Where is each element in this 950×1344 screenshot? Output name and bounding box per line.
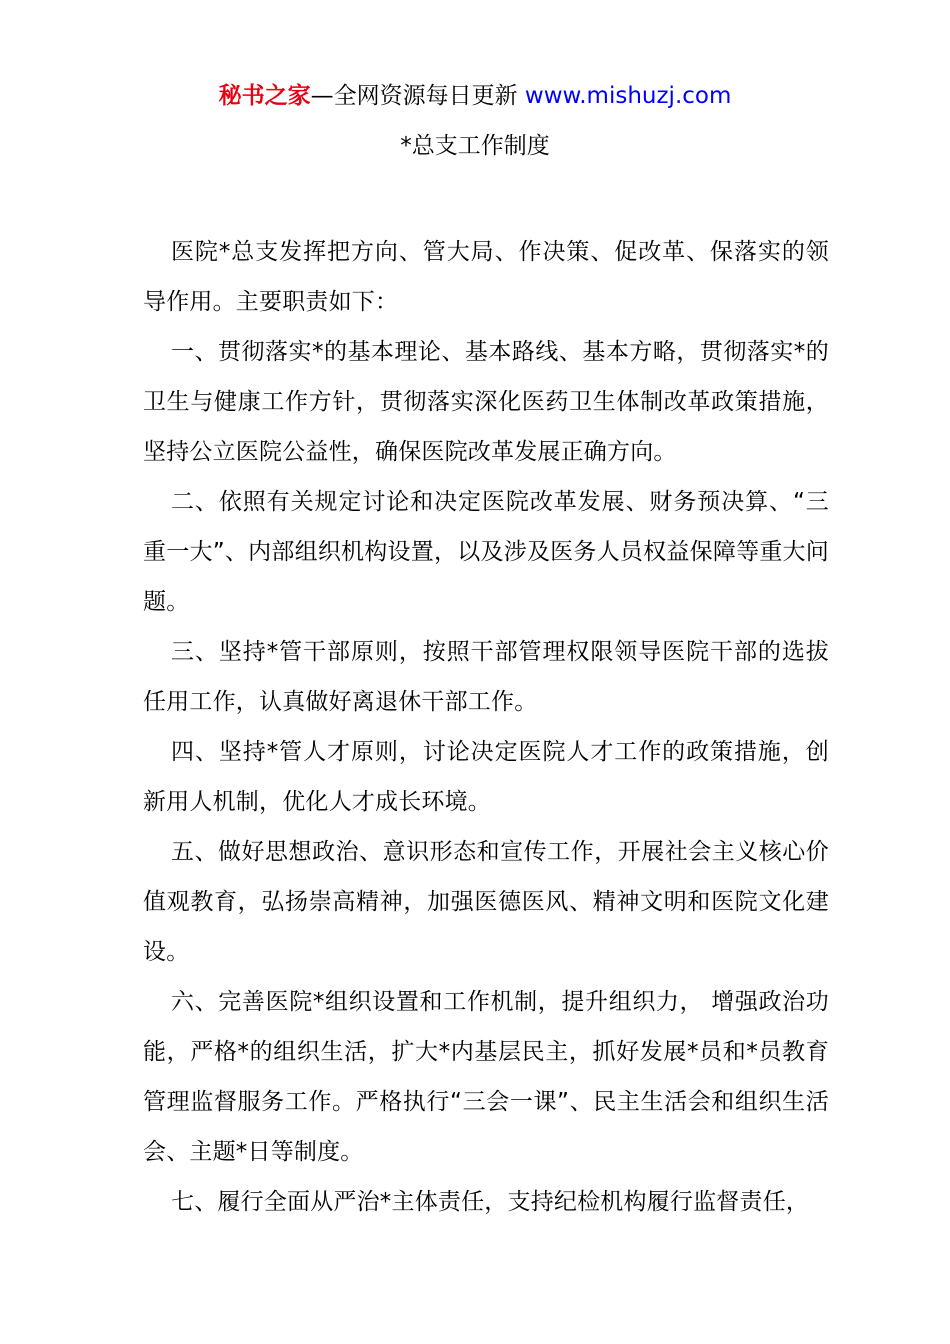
site-header bbox=[0, 80, 950, 112]
paragraph-item-6: 六、完善医院*组织设置和工作机制，提升组织力， 增强政治功能，严格*的组织生活，扩大*内基层民主，抓好发展*员和*员教育管理监督服务工作。严格执行“三会一课”、民主生活会和组织生活会、主题*日等制度。 bbox=[143, 989, 829, 1165]
header-tagline: —全网资源每日更新 bbox=[310, 83, 525, 109]
site-url-link[interactable]: www.mishuzj.com bbox=[524, 83, 732, 109]
brand-name: 秘书之家 bbox=[218, 83, 311, 109]
document-body bbox=[143, 227, 829, 1227]
document-title: *总支工作制度 bbox=[400, 133, 550, 159]
paragraph-item-2: 二、依照有关规定讨论和决定医院改革发展、财务预决算、“三重一大”、内部组织机构设置，以及涉及医务人员权益保障等重大问题。 bbox=[143, 489, 829, 615]
paragraph-item-3: 三、坚持*管干部原则，按照干部管理权限领导医院干部的选拔任用工作，认真做好离退休干部工作。 bbox=[143, 639, 829, 715]
paragraph-item-1: 一、贯彻落实*的基本理论、基本路线、基本方略，贯彻落实*的卫生与健康工作方针，贯彻落实深化医药卫生体制改革政策措施，坚持公立医院公益性，确保医院改革发展正确方向。 bbox=[143, 339, 829, 465]
paragraph-item-7: 七、履行全面从严治*主体责任，支持纪检机构履行监督责任， bbox=[171, 1189, 810, 1215]
paragraph-item-4: 四、坚持*管人才原则，讨论决定医院人才工作的政策措施，创新用人机制，优化人才成长环境。 bbox=[143, 739, 829, 815]
paragraph-item-5: 五、做好思想政治、意识形态和宣传工作，开展社会主义核心价值观教育，弘扬崇高精神，加强医德医风、精神文明和医院文化建设。 bbox=[143, 839, 829, 965]
paragraph-intro: 医院*总支发挥把方向、管大局、作决策、促改革、保落实的领导作用。主要职责如下： bbox=[143, 239, 829, 315]
